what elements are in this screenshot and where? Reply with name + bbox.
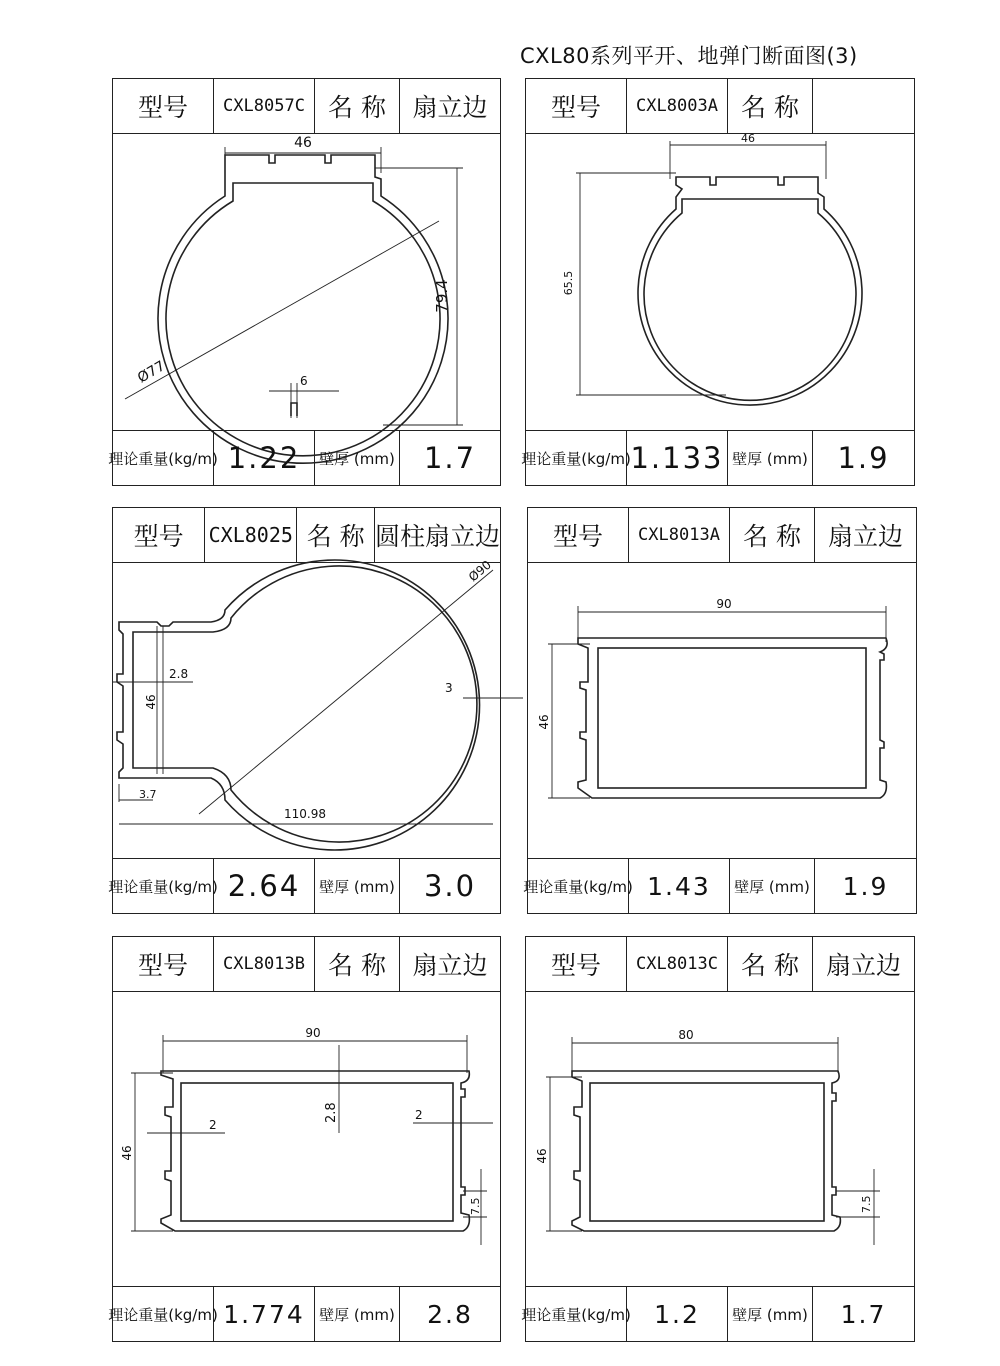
weight-value: 1.43 [629, 859, 730, 913]
model-number: CXL8013C [627, 937, 728, 991]
section-drawing [113, 991, 500, 1287]
dim-width: 110.98 [284, 807, 326, 821]
dim-wall-b: 3 [445, 681, 453, 695]
model-label: 型号 [113, 79, 214, 133]
dim-slot: 7.5 [469, 1197, 482, 1215]
model-number: CXL8013B [214, 937, 315, 991]
dim-slot: 7.5 [860, 1195, 873, 1213]
dim-width: 46 [294, 135, 312, 151]
name-label: 名 称 [297, 508, 375, 562]
profile-inner [133, 566, 477, 842]
profile-inner [598, 648, 866, 788]
wall-label: 壁厚 (mm) [315, 1287, 400, 1341]
section-drawing-svg [113, 557, 500, 859]
section-drawing [113, 133, 500, 431]
card-footer [108, 1286, 500, 1341]
dim-width: 80 [678, 1028, 694, 1042]
wall-label: 壁厚 (mm) [728, 431, 813, 485]
card-footer [108, 430, 500, 485]
dim-top-wall: 2.8 [324, 1102, 339, 1123]
profile-card-cxl8013c [521, 936, 915, 1342]
profile-card-cxl8003a [521, 78, 915, 486]
profile-name [813, 79, 914, 133]
profile-outline [161, 1071, 469, 1231]
weight-value: 1.2 [627, 1287, 728, 1341]
profile-card-cxl8057c [108, 78, 501, 486]
model-label: 型号 [528, 508, 629, 562]
name-label: 名 称 [315, 937, 400, 991]
profile-outline [158, 155, 448, 463]
profile-card-cxl8025 [108, 507, 501, 914]
card-header [113, 79, 500, 134]
weight-value: 1.133 [627, 431, 728, 485]
model-label: 型号 [526, 79, 627, 133]
profile-card-cxl8013a [523, 507, 917, 914]
section-drawing-svg [526, 991, 914, 1287]
dim-height: 79.4 [433, 279, 451, 313]
weight-label: 理论重量(kg/m) [526, 431, 627, 485]
card-footer [108, 858, 500, 913]
wall-value: 1.9 [837, 441, 890, 475]
profile-name: 扇立边 [412, 951, 488, 980]
wall-value: 3.0 [423, 869, 477, 903]
dim-height: 46 [537, 714, 551, 730]
profile-outline [638, 177, 862, 405]
wall-label: 壁厚 (mm) [730, 859, 815, 913]
profile-outline [572, 1071, 840, 1231]
section-drawing-svg [113, 991, 500, 1287]
dim-diameter: Ø77 [135, 358, 168, 387]
profile-outline [578, 638, 887, 798]
weight-label: 理论重量(kg/m) [526, 1287, 627, 1341]
section-drawing [113, 557, 500, 859]
dim-height: 46 [535, 1148, 549, 1164]
profile-card-cxl8013b [108, 936, 501, 1342]
section-drawing [528, 562, 916, 859]
model-number: CXL8003A [627, 79, 728, 133]
dim-diameter: Ø90 [465, 557, 494, 585]
dim-lip: 3.7 [139, 788, 157, 801]
page-title: CXL80系列平开、地弹门断面图(3) [520, 44, 858, 68]
dim-width: 90 [305, 1026, 321, 1040]
name-label: 名 称 [728, 937, 813, 991]
dim-left-wall: 2 [209, 1118, 217, 1132]
model-label: 型号 [526, 937, 627, 991]
profile-name: 圆柱扇立边 [374, 522, 500, 551]
profile-inner [166, 183, 440, 456]
card-footer [521, 1286, 914, 1341]
bottom-slot [291, 403, 297, 416]
weight-label: 理论重量(kg/m) [113, 859, 214, 913]
wall-value: 1.7 [423, 441, 477, 475]
wall-value: 1.9 [842, 871, 889, 901]
weight-label: 理论重量(kg/m) [528, 859, 629, 913]
dim-right-wall: 2 [415, 1108, 423, 1122]
dim-wall-a: 2.8 [169, 667, 189, 681]
section-drawing-svg [113, 133, 500, 431]
model-number: CXL8025 [205, 508, 297, 562]
name-label: 名 称 [728, 79, 813, 133]
weight-value: 2.64 [214, 859, 315, 913]
card-header [113, 508, 500, 563]
name-label: 名 称 [730, 508, 815, 562]
weight-label: 理论重量(kg/m) [113, 431, 214, 485]
profile-name: 扇立边 [827, 522, 903, 551]
profile-name: 扇立边 [412, 93, 488, 122]
profile-name: 扇立边 [825, 951, 901, 980]
card-header [526, 79, 914, 134]
wall-label: 壁厚 (mm) [315, 431, 400, 485]
name-label: 名 称 [315, 79, 400, 133]
profile-inner [181, 1083, 453, 1221]
dim-height: 46 [120, 1145, 134, 1161]
dim-height: 46 [144, 694, 158, 710]
card-header [113, 937, 500, 992]
card-footer [521, 430, 914, 485]
wall-label: 壁厚 (mm) [315, 859, 400, 913]
weight-label: 理论重量(kg/m) [113, 1287, 214, 1341]
weight-value: 1.774 [214, 1287, 315, 1341]
card-footer [523, 858, 916, 913]
dim-width: 90 [716, 597, 732, 611]
section-drawing [526, 133, 914, 431]
card-header [528, 508, 916, 563]
wall-value: 2.8 [427, 1299, 473, 1329]
profile-inner [590, 1083, 824, 1221]
section-drawing [526, 991, 914, 1287]
model-number: CXL8013A [629, 508, 730, 562]
section-drawing-svg [526, 133, 914, 431]
wall-label: 壁厚 (mm) [728, 1287, 813, 1341]
weight-value: 1.22 [214, 431, 315, 485]
model-label: 型号 [113, 937, 214, 991]
model-number: CXL8057C [214, 79, 315, 133]
profile-inner [644, 199, 856, 400]
dim-width: 46 [741, 132, 755, 145]
card-header [526, 937, 914, 992]
wall-value: 1.7 [840, 1299, 887, 1329]
model-label: 型号 [113, 508, 205, 562]
dim-slot: 6 [300, 374, 308, 388]
section-drawing-svg [528, 562, 916, 859]
dim-height: 65.5 [562, 270, 575, 296]
